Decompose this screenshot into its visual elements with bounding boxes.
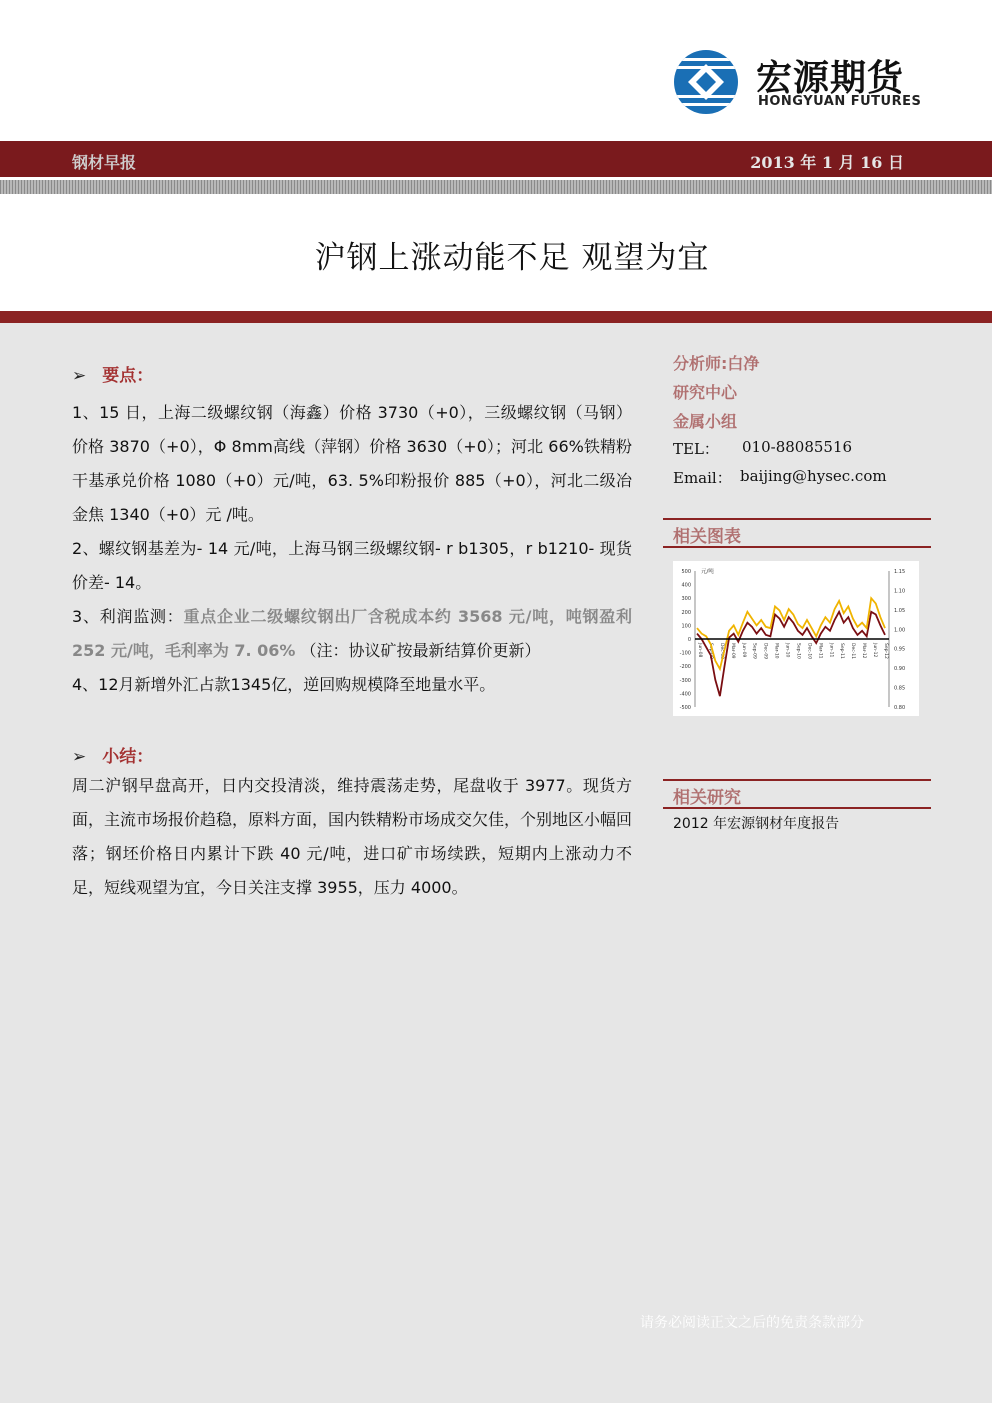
x-tick-label: Mar-10	[773, 643, 779, 659]
y-tick-label-right: 1.00	[894, 627, 906, 634]
basis-chart	[673, 561, 919, 716]
y-tick-label-left: 500	[681, 569, 691, 575]
analyst-name: 分析师:白净	[673, 354, 760, 373]
key-point-3: 3、利润监测：重点企业二级螺纹钢出厂含税成本约 3568 元/吨，吨钢盈利 252 元/吨，毛利率为 7. 06% （注：协议矿按最新结算价更新）	[72, 607, 632, 660]
logo-text-cn: 宏源期货	[756, 58, 905, 99]
x-tick-label: Jun-09	[740, 643, 746, 658]
x-tick-label: Dec-09	[762, 643, 768, 660]
arrow-bullet-icon: ➢	[72, 366, 87, 386]
x-tick-label: Sep-09	[751, 643, 757, 659]
x-tick-label: Mar-09	[729, 643, 735, 659]
y-tick-label-right: 0.80	[894, 705, 906, 711]
related-charts-header: 相关图表	[663, 518, 931, 548]
y-tick-label-left: 0	[687, 637, 691, 643]
x-tick-label: Mar-12	[861, 643, 867, 659]
summary-paragraph: 周二沪钢早盘高开，日内交投清淡，维持震荡走势，尾盘收于 3977。现货方面，主流市场报价趋稳，原料方面，国内铁精粉市场成交欠佳，个别地区小幅回落；钢坯价格日内累计下跌 40 元/吨，进口矿市场续跌，短期内上涨动力不足，短线观望为宜，今日关注支撑 3955，压力 4000。	[72, 776, 633, 897]
y-tick-label-right: 0.90	[894, 666, 906, 673]
x-tick-label: Sep-10	[795, 643, 801, 659]
x-tick-label: Jun-12	[872, 643, 878, 658]
x-tick-label: Dec-10	[806, 643, 812, 660]
key-point-1: 1、15 日，上海二级螺纹钢（海鑫）价格 3730（+0），三级螺纹钢（马钢）价格 3870（+0），Φ 8mm高线（萍钢）价格 3630（+0）；河北 66%铁精粉干基承兑价格 1080（+0）元/吨，63. 5%印粉报价 885（+0），河北二级冶金焦 1340（+0）元 /吨。	[72, 403, 632, 524]
x-tick-label: Jun-11	[828, 643, 834, 658]
x-tick-label: Dec-11	[850, 643, 856, 660]
basis-chart-svg	[673, 561, 919, 716]
email-link[interactable]: baijing@hysec.com	[740, 467, 887, 485]
y-tick-label-left: 100	[681, 623, 691, 630]
email-label: Email：	[673, 469, 732, 487]
y-tick-label-left: 200	[681, 609, 691, 616]
x-tick-label: Sep-11	[839, 643, 845, 659]
y-tick-label-left: -300	[679, 677, 691, 684]
disclaimer-footer: 请务必阅读正文之后的免责条款部分	[640, 1315, 864, 1331]
department: 研究中心	[673, 383, 738, 402]
brand-logo	[672, 46, 922, 116]
y-tick-label-left: -100	[679, 650, 691, 657]
summary-heading: ➢ 小结：	[72, 747, 154, 767]
title-divider	[0, 311, 992, 323]
y-tick-label-right: 0.95	[894, 646, 906, 653]
logo-text-en: HONGYUAN FUTURES	[758, 94, 922, 109]
y-axis-unit-label: 元/吨	[701, 569, 714, 575]
tel-label: TEL：	[673, 440, 719, 458]
team: 金属小组	[673, 412, 738, 431]
decorative-stripe	[0, 180, 992, 194]
profit-highlight: 重点企业二级螺纹钢出厂含税成本约 3568 元/吨，吨钢盈利 252 元/吨，毛利率为 7. 06%	[72, 607, 632, 660]
arrow-bullet-icon: ➢	[72, 747, 87, 767]
report-header-bar	[0, 141, 992, 177]
key-point-4: 4、12月新增外汇占款1345亿，逆回购规模降至地量水平。	[72, 675, 496, 694]
logo-emblem-icon	[672, 48, 740, 116]
y-tick-label-right: 1.05	[894, 607, 906, 614]
x-tick-label: Sep-08	[707, 643, 713, 659]
report-type: 钢材早报	[72, 153, 137, 172]
y-tick-label-right: 1.15	[894, 569, 906, 575]
y-tick-label-right: 0.85	[894, 685, 906, 692]
related-research-link[interactable]: 2012 年宏源钢材年度报告	[673, 816, 840, 832]
key-points-heading: ➢ 要点：	[72, 366, 154, 386]
y-tick-label-left: -200	[679, 664, 691, 671]
x-tick-label: Dec-08	[718, 643, 724, 660]
x-tick-label: Sep-12	[883, 643, 888, 659]
x-tick-label: Jun-10	[784, 643, 790, 658]
related-research-header: 相关研究	[663, 779, 931, 809]
x-tick-label: Jun-08	[697, 643, 702, 658]
y-tick-label-left: -400	[679, 691, 691, 698]
key-point-2: 2、螺纹钢基差为- 14 元/吨，上海马钢三级螺纹钢- r b1305，r b1210- 现货价差- 14。	[72, 539, 632, 592]
tel-value: 010-88085516	[742, 438, 853, 456]
report-date: 2013 年 1 月 16 日	[750, 153, 904, 172]
page-title: 沪钢上涨动能不足 观望为宜	[314, 240, 710, 276]
y-tick-label-right: 1.10	[894, 588, 906, 595]
y-tick-label-left: -500	[679, 705, 691, 711]
y-tick-label-left: 300	[681, 596, 691, 603]
x-tick-label: Mar-11	[817, 643, 823, 659]
y-tick-label-left: 400	[681, 582, 691, 589]
